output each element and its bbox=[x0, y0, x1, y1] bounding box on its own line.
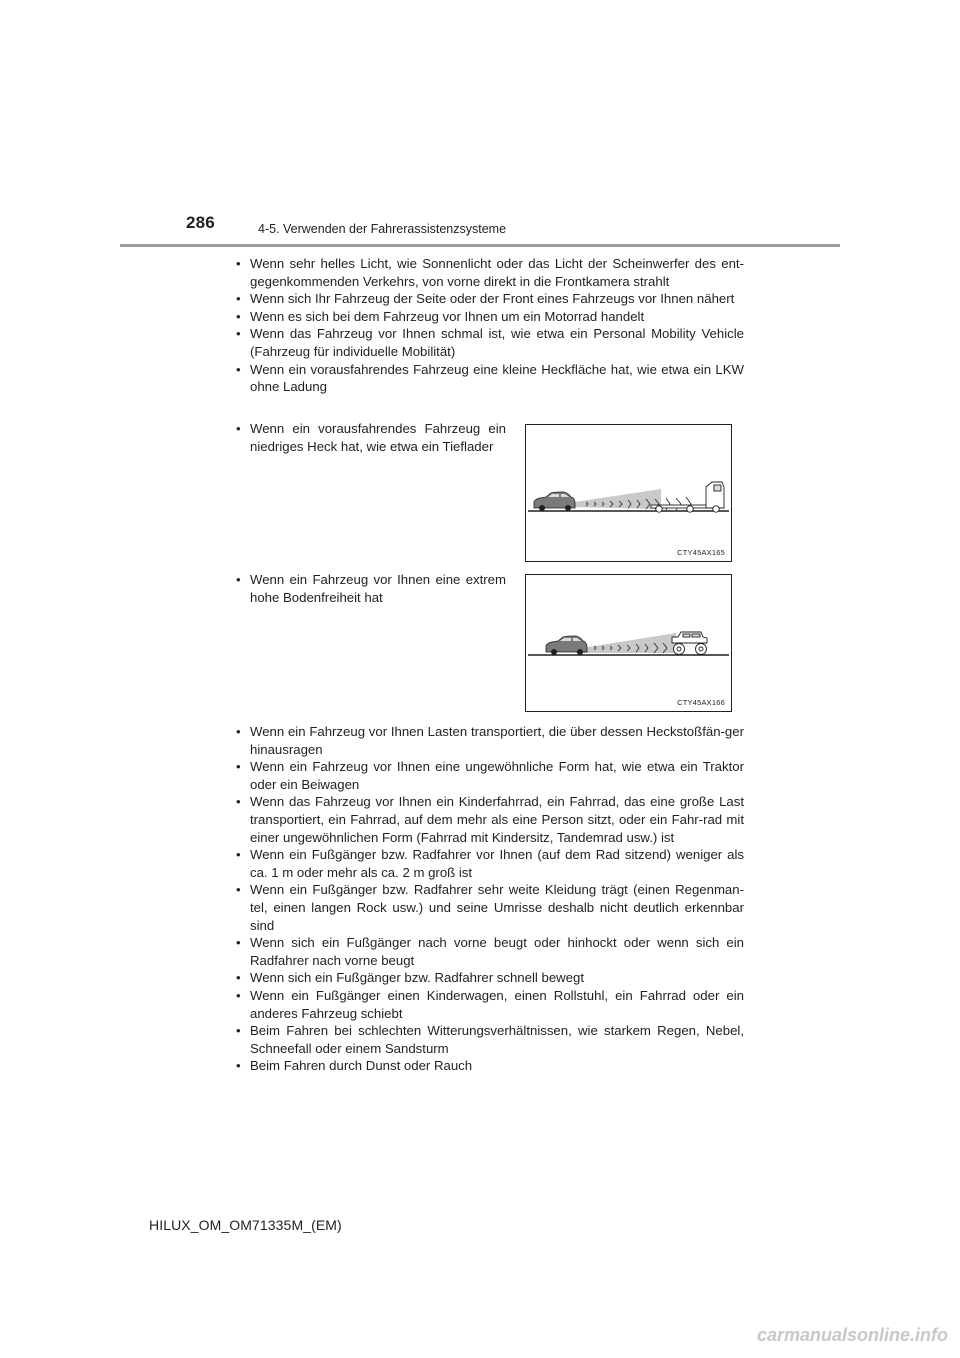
list-item: • Wenn ein vorausfahrendes Fahrzeug ein niedriges Heck hat, wie etwa ein Tieflader bbox=[234, 420, 506, 455]
list-item: • Wenn das Fahrzeug vor Ihnen ein Kinderfahrrad, ein Fahrrad, das eine große Last transportiert, ein Fahrrad, auf dem mehr als eine Person sitzt, oder ein Fahr-rad mit einer ungewöhnlichen Form (Fahrrad mit Kindersitz, Tandemrad usw.) ist bbox=[234, 793, 744, 846]
list-item: • Wenn ein Fußgänger bzw. Radfahrer vor Ihnen (auf dem Rad sitzend) weniger als ca. 1 m oder mehr als ca. 2 m groß ist bbox=[234, 846, 744, 881]
figure-code: CTY45AX165 bbox=[677, 548, 725, 557]
list-item: • Wenn sich Ihr Fahrzeug der Seite oder der Front eines Fahrzeugs vor Ihnen nähert bbox=[234, 290, 744, 308]
list-item: • Wenn sich ein Fußgänger nach vorne beugt oder hinhockt oder wenn sich ein Radfahrer nach vorne beugt bbox=[234, 934, 744, 969]
high-clearance-vehicle bbox=[672, 632, 707, 655]
low-trailer-truck bbox=[651, 482, 724, 512]
page-number: 286 bbox=[186, 213, 215, 232]
high-clearance-drawing bbox=[526, 575, 731, 711]
bullet-list-figure-1 bbox=[234, 420, 506, 455]
watermark: carmanualsonline.info bbox=[756, 1325, 948, 1345]
bullet-list-top bbox=[234, 255, 744, 396]
list-item: • Beim Fahren durch Dunst oder Rauch bbox=[234, 1057, 744, 1075]
own-car bbox=[546, 636, 587, 655]
illustration-high-clearance bbox=[525, 574, 732, 712]
list-item: • Wenn ein Fahrzeug vor Ihnen eine extrem hohe Bodenfreiheit hat bbox=[234, 571, 506, 606]
list-item: • Wenn ein Fahrzeug vor Ihnen eine ungewöhnliche Form hat, wie etwa ein Traktor oder ein Beiwagen bbox=[234, 758, 744, 793]
document-code: HILUX_OM_OM71335M_(EM) bbox=[149, 1217, 342, 1233]
low-trailer-drawing bbox=[526, 425, 731, 561]
list-item: • Wenn es sich bei dem Fahrzeug vor Ihnen um ein Motorrad handelt bbox=[234, 308, 744, 326]
header-rule bbox=[120, 244, 840, 247]
list-item: • Wenn ein Fußgänger einen Kinderwagen, einen Rollstuhl, ein Fahrrad oder ein anderes Fahrzeug schiebt bbox=[234, 987, 744, 1022]
sensor-beam bbox=[568, 489, 661, 509]
own-car bbox=[534, 492, 575, 511]
section-title: 4-5. Verwenden der Fahrerassistenzsysteme bbox=[258, 222, 507, 236]
list-item: • Wenn das Fahrzeug vor Ihnen schmal ist, wie etwa ein Personal Mobility Vehicle (Fahrzeug für individuelle Mobilität) bbox=[234, 325, 744, 360]
list-item: • Wenn sich ein Fußgänger bzw. Radfahrer schnell bewegt bbox=[234, 969, 744, 987]
list-item: • Beim Fahren bei schlechten Witterungsverhältnissen, wie starkem Regen, Nebel, Schneefall oder einem Sandsturm bbox=[234, 1022, 744, 1057]
list-item: • Wenn sehr helles Licht, wie Sonnenlicht oder das Licht der Scheinwerfer des ent-gegenkommenden Verkehrs, von vorne direkt in die Frontkamera strahlt bbox=[234, 255, 744, 290]
list-item: • Wenn ein Fußgänger bzw. Radfahrer sehr weite Kleidung trägt (einen Regenman-tel, einen langen Rock usw.) und seine Umrisse deshalb nicht deutlich erkennbar sind bbox=[234, 881, 744, 934]
bullet-list-bottom bbox=[234, 723, 744, 1075]
illustration-low-trailer bbox=[525, 424, 732, 562]
list-item: • Wenn ein Fahrzeug vor Ihnen Lasten transportiert, die über dessen Heckstoßfän-ger hinausragen bbox=[234, 723, 744, 758]
list-item: • Wenn ein vorausfahrendes Fahrzeug eine kleine Heckfläche hat, wie etwa ein LKW ohne Ladung bbox=[234, 361, 744, 396]
sensor-beam bbox=[576, 633, 676, 653]
bullet-list-figure-2 bbox=[234, 571, 506, 606]
figure-code: CTY45AX166 bbox=[677, 698, 725, 707]
